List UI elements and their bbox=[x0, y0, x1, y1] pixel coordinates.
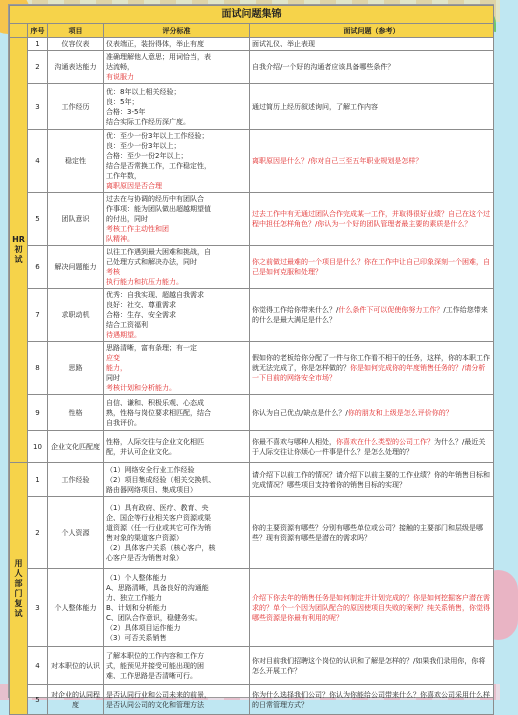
question-text: /请分析一下目前的网络安全市场？ bbox=[252, 364, 486, 382]
row-item: 团队意识 bbox=[48, 193, 104, 246]
row-questions bbox=[250, 84, 494, 130]
table-row bbox=[10, 130, 494, 193]
row-criteria bbox=[104, 130, 250, 193]
question-text: 你的朋友和上级是怎么评价你的？ bbox=[347, 408, 453, 417]
row-questions bbox=[250, 431, 494, 463]
row-item: 仪容仪表 bbox=[48, 38, 104, 51]
row-number: 5 bbox=[28, 193, 48, 246]
criteria-text: 准确理解他人意思；用词恰当，表 bbox=[106, 53, 211, 61]
row-number: 2 bbox=[28, 51, 48, 84]
table-row bbox=[10, 685, 494, 715]
page-title: 面试问题集锦 bbox=[10, 6, 494, 24]
header-no: 序号 bbox=[28, 24, 48, 38]
table-row bbox=[10, 497, 494, 569]
table-row bbox=[10, 647, 494, 685]
criteria-text: 企、国企等行业相关客户资源或渠 bbox=[106, 513, 211, 522]
row-criteria bbox=[104, 38, 250, 51]
question-text: 过去工作中有无通过团队合作完成某一工作，并取得很好业绩？ bbox=[252, 210, 448, 218]
criteria-text: 力、独立工作能力 bbox=[106, 593, 162, 602]
row-criteria bbox=[104, 497, 250, 569]
question-text: 面试礼仪、举止表现 bbox=[252, 40, 315, 48]
criteria-text: （1）网络安全行业工作经验 bbox=[106, 465, 195, 474]
row-number: 9 bbox=[28, 395, 48, 431]
criteria-text: 式，能预见并接受可能出现的困 bbox=[106, 661, 204, 670]
criteria-text: 售对象的渠道客户资源） bbox=[106, 533, 183, 542]
row-criteria bbox=[104, 193, 250, 246]
question-text: 你是如何挖 bbox=[413, 593, 448, 602]
criteria-text: 以往工作遇到最大困难和挑战，自 bbox=[106, 248, 211, 256]
row-item: 对企业的认同程度 bbox=[48, 685, 104, 715]
table-row bbox=[10, 84, 494, 130]
question-text: 请介绍下以前工作的情况？请介绍下以前主要的工作业绩？你的 bbox=[252, 470, 448, 479]
question-text: 给您带来的什么是最大满足是什么？ bbox=[252, 306, 488, 324]
question-text: 用你，你将怎么开展工作？ bbox=[252, 656, 486, 675]
question-text: 你之前做过最难的一个项目是什么？ bbox=[252, 258, 364, 266]
row-questions bbox=[250, 246, 494, 289]
row-item: 工作经验 bbox=[48, 463, 104, 497]
row-questions bbox=[250, 342, 494, 395]
row-questions bbox=[250, 51, 494, 84]
question-text: 你为什么选择我们公司？你认为你能给公司带来什么？你喜欢公司 bbox=[252, 690, 455, 699]
header-criteria: 评分标准 bbox=[104, 24, 250, 38]
criteria-text: 自信、谦和、积极乐观、心态成 bbox=[106, 398, 204, 407]
criteria-text: 己处理方式和解决办法，同时 bbox=[106, 258, 197, 266]
table-row bbox=[10, 193, 494, 246]
header-blank bbox=[10, 24, 28, 38]
criteria-text: 道资源（任一行业或其它可作为销 bbox=[106, 523, 211, 532]
row-number: 3 bbox=[28, 84, 48, 130]
row-questions bbox=[250, 395, 494, 431]
criteria-text: 了解本职位的工作内容和工作方 bbox=[106, 651, 204, 660]
header-questions: 面试问题（参考） bbox=[250, 24, 494, 38]
row-number: 1 bbox=[28, 463, 48, 497]
row-criteria bbox=[104, 431, 250, 463]
question-text: /工作 bbox=[443, 306, 460, 314]
row-criteria bbox=[104, 463, 250, 497]
row-item: 稳定性 bbox=[48, 130, 104, 193]
question-text: 自己在这个过程中担任怎样角色？/你认为一个好的团队管理者最 bbox=[252, 210, 490, 228]
question-text: 你最不喜欢与哪种人相处， bbox=[252, 437, 336, 446]
question-text: 年度销售任务的？ bbox=[406, 364, 462, 372]
category-dept: 用人部门复试 bbox=[10, 463, 28, 715]
criteria-text: 合格：生存、安全需求 bbox=[106, 311, 176, 319]
criteria-text: 作事项：能为团队做出超越期望值 bbox=[106, 205, 211, 213]
criteria-text: 的付出，同时 bbox=[106, 215, 148, 223]
criteria-text: 同时 bbox=[106, 374, 120, 382]
question-text: 你觉得工作给你带来什么？/ bbox=[252, 306, 339, 314]
row-item: 个人整体能力 bbox=[48, 569, 104, 647]
question-text: 你是如何完成你的 bbox=[350, 364, 406, 372]
criteria-text: 心客户是否为销售对象） bbox=[106, 553, 183, 562]
question-text: 你的本职工作就无法完成了，你是怎样做的？ bbox=[252, 354, 490, 372]
table-row bbox=[10, 246, 494, 289]
row-item: 性格 bbox=[48, 395, 104, 431]
row-criteria bbox=[104, 647, 250, 685]
criteria-text: 结合实际工作经历深广度。 bbox=[106, 117, 190, 126]
question-text: 假如你的老板给你分配了一件与你工作看不相干的任务，这样， bbox=[252, 354, 448, 362]
row-number: 6 bbox=[28, 246, 48, 289]
criteria-text: 仪表端正，装扮得体，举止有度 bbox=[106, 40, 204, 48]
row-questions bbox=[250, 130, 494, 193]
row-number: 2 bbox=[28, 497, 48, 569]
row-number: 5 bbox=[28, 685, 48, 715]
table-row bbox=[10, 342, 494, 395]
row-number: 4 bbox=[28, 130, 48, 193]
table-row bbox=[10, 569, 494, 647]
row-number: 8 bbox=[28, 342, 48, 395]
table-row bbox=[10, 38, 494, 51]
criteria-text: 优：至少一份3年以上工作经验； bbox=[106, 132, 209, 140]
question-text: 你的主要资源有哪些？分别有哪些单位或公司？接触的主要部门 bbox=[252, 523, 448, 532]
criteria-text: 是否认同行业和公司未来的前景， bbox=[106, 690, 211, 699]
criteria-text: （1）具有政府、医疗、教育、央 bbox=[106, 503, 209, 512]
row-number: 7 bbox=[28, 289, 48, 342]
row-criteria bbox=[104, 569, 250, 647]
criteria-text: 自我评价。 bbox=[106, 418, 141, 427]
row-questions bbox=[250, 193, 494, 246]
table-row bbox=[10, 395, 494, 431]
question-text: 主要的素质是什么？ bbox=[408, 220, 472, 228]
criteria-text: 优：8年以上相关经验； bbox=[106, 87, 181, 96]
criteria-text: 结合是否常换工作，工作稳定性， bbox=[106, 162, 211, 170]
interview-sheet bbox=[8, 4, 494, 709]
question-text: 采用什么样的日常管理方式？ bbox=[252, 690, 490, 709]
interview-table bbox=[9, 5, 494, 715]
row-questions bbox=[250, 685, 494, 715]
criteria-text: 配，并认可企业文化。 bbox=[106, 447, 176, 456]
row-number: 1 bbox=[28, 38, 48, 51]
row-criteria bbox=[104, 395, 250, 431]
criteria-text: 待遇期望。 bbox=[106, 331, 141, 339]
criteria-text: 是否认同公司的文化和管理方法 bbox=[106, 700, 204, 709]
criteria-text: 离职原因是否合理 bbox=[106, 182, 162, 190]
row-item: 求职动机 bbox=[48, 289, 104, 342]
question-text: 掘客户潜在需求的？单个一个因为团队配合的原因使项目失败的案 bbox=[252, 593, 490, 612]
criteria-text: 过去在与协调的经历中有团队合 bbox=[106, 195, 204, 203]
question-text: 介绍下你去年的销售任务是如何制定并计划完成的？ bbox=[252, 593, 413, 602]
question-text: /最近关于人际交往让你烦心一件事是什么？是怎么处理的？ bbox=[252, 437, 486, 456]
criteria-text: （2）项目集成经验（相关交换机、 bbox=[106, 475, 216, 484]
header-item: 项目 bbox=[48, 24, 104, 38]
criteria-text: 考核 bbox=[106, 268, 120, 276]
criteria-text: 良：5年； bbox=[106, 97, 139, 106]
row-questions bbox=[250, 569, 494, 647]
row-questions bbox=[250, 289, 494, 342]
row-questions bbox=[250, 497, 494, 569]
row-item: 解决问题能力 bbox=[48, 246, 104, 289]
criteria-text: 有说服力 bbox=[106, 73, 134, 81]
category-hr: HR初试 bbox=[10, 38, 28, 463]
criteria-text: 合格：3-5年 bbox=[106, 107, 146, 116]
criteria-text: 执行能力和抗压力能力。 bbox=[106, 278, 183, 286]
row-item: 工作经历 bbox=[48, 84, 104, 130]
criteria-text: C、团队合作意识，稳健务实。 bbox=[106, 613, 202, 622]
criteria-text: 路由器网络项目、集成项目） bbox=[106, 485, 197, 494]
criteria-text: （2）具体客户关系（核心客户，核 bbox=[106, 543, 216, 552]
row-criteria bbox=[104, 84, 250, 130]
criteria-text: 队精神。 bbox=[106, 235, 134, 243]
criteria-text: 思路清晰，富有条理；有一定 bbox=[106, 344, 197, 352]
question-text: 你喜欢在什么类型的公司工作？ bbox=[336, 437, 434, 446]
criteria-text: 难、工作思路是否清晰可行。 bbox=[106, 671, 197, 680]
table-row bbox=[10, 463, 494, 497]
criteria-text: 能力， bbox=[106, 364, 127, 372]
row-item: 思路 bbox=[48, 342, 104, 395]
row-item: 企业文化匹配度 bbox=[48, 431, 104, 463]
row-criteria bbox=[104, 289, 250, 342]
criteria-text: 熟，性格与岗位要求相匹配，结合 bbox=[106, 408, 211, 417]
question-text: 你认为自己优点/缺点是什么？/ bbox=[252, 408, 348, 417]
criteria-text: A、思路清晰，具备良好的沟通能 bbox=[106, 583, 209, 592]
row-number: 3 bbox=[28, 569, 48, 647]
row-criteria bbox=[104, 51, 250, 84]
table-row bbox=[10, 289, 494, 342]
criteria-text: 工作年数， bbox=[106, 172, 141, 180]
criteria-text: 性格，人际交往与企业文化相匹 bbox=[106, 437, 204, 446]
question-text: 和层级是哪些？现有资源有哪些是潜在的需求吗？ bbox=[252, 523, 483, 542]
row-number: 10 bbox=[28, 431, 48, 463]
row-criteria bbox=[104, 246, 250, 289]
row-criteria bbox=[104, 685, 250, 715]
criteria-text: 优秀：自我实现、超越自我需求 bbox=[106, 291, 204, 299]
question-text: 例？纯关系销售，你觉得哪些资源是你最有利用的呢？ bbox=[252, 603, 490, 622]
row-criteria bbox=[104, 342, 250, 395]
table-row bbox=[10, 51, 494, 84]
row-questions bbox=[250, 38, 494, 51]
question-text: 为什么？ bbox=[434, 437, 462, 446]
criteria-text: B、计划和分析能力 bbox=[106, 603, 167, 612]
question-text: 通过简历上经历叙述询问，了解工作内容 bbox=[252, 102, 378, 111]
criteria-text: 良好：社交、尊重需求 bbox=[106, 301, 176, 309]
table-row bbox=[10, 431, 494, 463]
criteria-text: 达流畅， bbox=[106, 63, 134, 71]
criteria-text: 良：至少一份3年以上； bbox=[106, 142, 181, 150]
criteria-text: （1）个人整体能力 bbox=[106, 573, 167, 582]
row-questions bbox=[250, 647, 494, 685]
row-item: 沟通表达能力 bbox=[48, 51, 104, 84]
criteria-text: 应变 bbox=[106, 354, 120, 362]
question-text: 你在工作中让自己印象深刻一个困难，自己是如何克服和处理？ bbox=[252, 258, 490, 276]
criteria-text: 结合工资福利 bbox=[106, 321, 148, 329]
question-text: 什么条件下可以促使你努力工作？ bbox=[338, 306, 444, 314]
row-item: 个人资源 bbox=[48, 497, 104, 569]
criteria-text: 合格：至少一份2年以上； bbox=[106, 152, 188, 160]
row-number: 4 bbox=[28, 647, 48, 685]
question-text: 你对目前我们招聘这个岗位的认识和了解是怎样的？/如果我们录 bbox=[252, 656, 451, 665]
criteria-text: 考核工作主动性和团 bbox=[106, 225, 169, 233]
question-text: 离职原因是什么？/你对自己三至五年职业规划是怎样？ bbox=[252, 157, 423, 165]
row-item: 对本职位的认识 bbox=[48, 647, 104, 685]
row-questions bbox=[250, 463, 494, 497]
criteria-text: 考核计划和分析能力。 bbox=[106, 384, 176, 392]
question-text: 自我介绍/一个好的沟通者应该具备哪些条件？ bbox=[252, 63, 395, 71]
criteria-text: （2）具体项目运作能力 bbox=[106, 623, 181, 632]
criteria-text: （3）可否关系销售 bbox=[106, 633, 167, 642]
question-text: 年销售目标和完成情况？哪些项目支持着你的销售目标的实现？ bbox=[252, 470, 490, 489]
